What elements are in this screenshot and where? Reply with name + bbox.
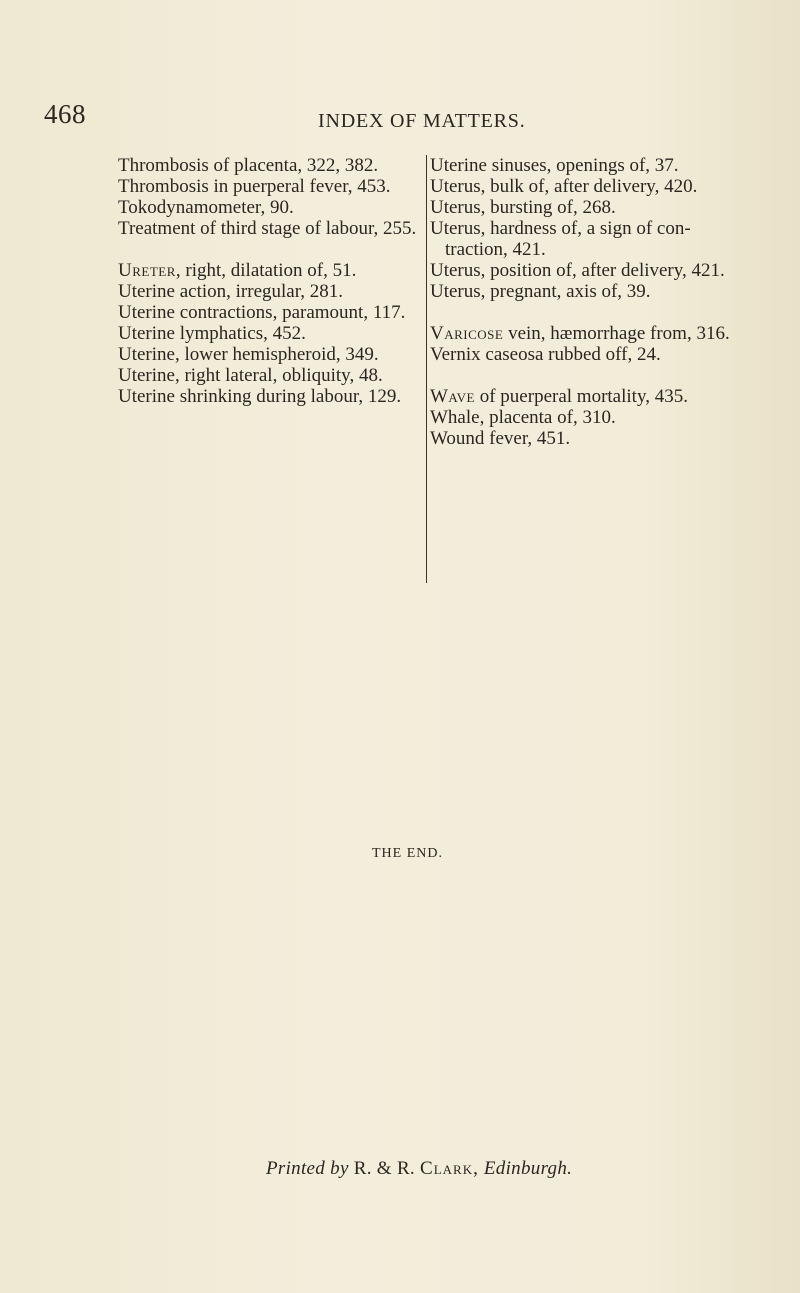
- index-column-right: [426, 155, 752, 583]
- index-entry: Wave of puerperal mortality, 435.: [430, 386, 688, 407]
- the-end-label: THE END.: [372, 846, 443, 861]
- index-entry: Uterine lymphatics, 452.: [118, 323, 306, 344]
- index-entry: Tokodynamometer, 90.: [118, 197, 294, 218]
- index-entry: Wound fever, 451.: [430, 428, 571, 449]
- index-entry: Treatment of third stage of labour, 255.: [118, 218, 417, 239]
- index-entry: Uterine, lower hemispheroid, 349.: [118, 344, 379, 365]
- index-entry: Thrombosis in puerperal fever, 453.: [118, 176, 391, 197]
- index-column-left: [118, 155, 423, 407]
- running-head: INDEX OF MATTERS.: [318, 110, 526, 132]
- index-entry: Uterus, position of, after delivery, 421.: [430, 260, 725, 281]
- index-entry: Varicose vein, hæmorrhage from, 316.: [430, 323, 730, 344]
- index-entry: Uterus, hardness of, a sign of con-traction, 421.: [430, 218, 691, 260]
- index-entry: Uterus, bursting of, 268.: [430, 197, 616, 218]
- index-entry: Uterine shrinking during labour, 129.: [118, 386, 402, 407]
- index-entry: Thrombosis of placenta, 322, 382.: [118, 155, 379, 176]
- index-entry: Uterus, bulk of, after delivery, 420.: [430, 176, 698, 197]
- index-entry: Vernix caseosa rubbed off, 24.: [430, 344, 661, 365]
- index-entry: Uterus, pregnant, axis of, 39.: [430, 281, 651, 302]
- page-number: 468: [44, 99, 86, 129]
- index-entry: Ureter, right, dilatation of, 51.: [118, 260, 357, 281]
- printer-imprint: Printed by R. & R. Clark, Edinburgh.: [266, 1158, 573, 1179]
- index-entry: Uterine, right lateral, obliquity, 48.: [118, 365, 383, 386]
- index-entry: Uterine action, irregular, 281.: [118, 281, 344, 302]
- index-entry: Uterine sinuses, openings of, 37.: [430, 155, 679, 176]
- index-entry: Uterine contractions, paramount, 117.: [118, 302, 406, 323]
- index-entry: Whale, placenta of, 310.: [430, 407, 616, 428]
